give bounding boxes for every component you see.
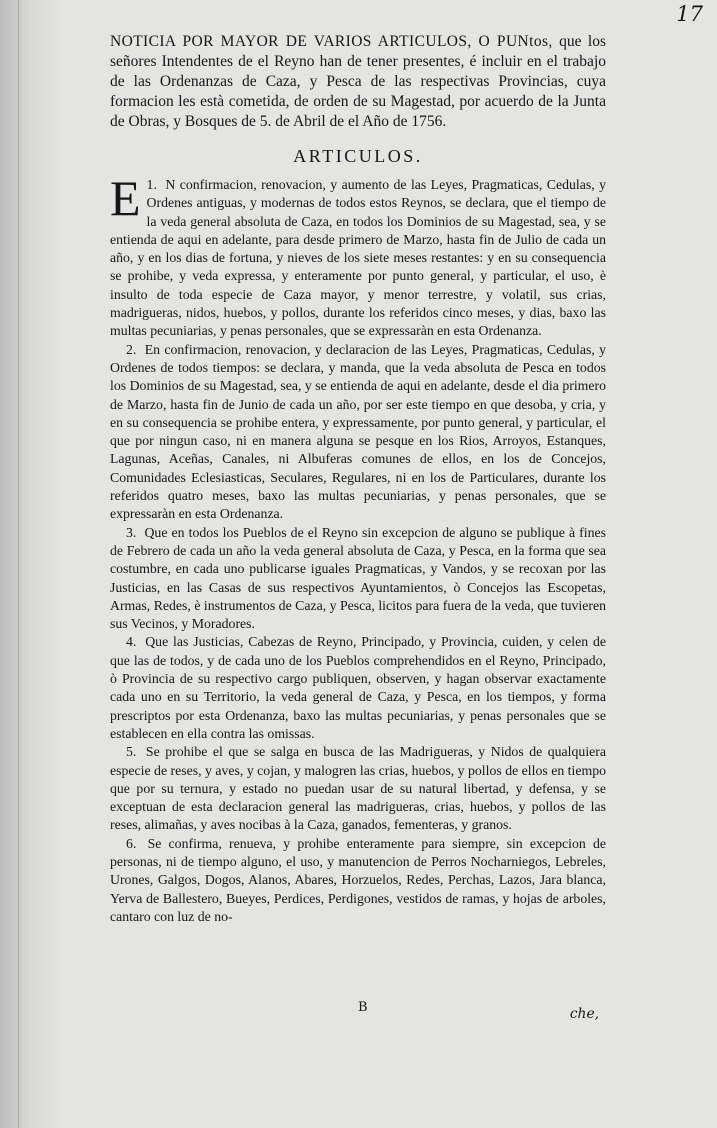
article-text: Se confirma, renueva, y prohibe enteramente para siempre, sin excepcion de personas, ni de tiempo alguno, el uso, y manutencion de Perros Nocharniegos, Lebreles, Urones, Galgos, Dogos, Alanos, Abares, Horzuelos, Redes, Perchas, Lazos, Jara blanca, Yerva de Ballestero, Bueyes, Perdices, Perdigones, vestidos de ramas, y hojas de arboles, cantaro con luz de no-	[110, 835, 606, 924]
article-number: 5.	[126, 744, 137, 760]
article-5	[110, 743, 606, 834]
article-4	[110, 633, 606, 743]
article-6	[110, 835, 606, 926]
article-text: N confirmacion, renovacion, y aumento de las Leyes, Pragmaticas, Cedulas, y Ordenes antiguas, y modernas de todos estos Reynos, se declara, que el tiempo de la veda general absoluta de Caza, en todos los Dominios de su Magestad, sea, y se entienda de aqui en adelante, para desde primero de Marzo, hasta fin de Julio de cada un año, y en los dias de fortuna, y nieves de los siete meses restantes: y en su consequencia se prohibe, y veda expressa, y enteramente por punto general, y particular, el uso, è insulto de toda especie de Caza mayor, y menor terrestre, y volatil, sus crias, madrigueras, nidos, huebos, y pollos, durante los referidos cinco meses, y dias, baxo las multas pecuniarias, y penas personales, que se expressaràn en esta Ordenanza.	[110, 177, 606, 339]
heading-caps: NOTICIA POR MAYOR DE VARIOS ARTICULOS, O PUNtos,	[110, 33, 553, 50]
fold-line	[18, 0, 19, 1128]
page-number: 17	[676, 2, 703, 26]
article-text: En confirmacion, renovacion, y declaracion de las Leyes, Pragmaticas, Cedulas, y Ordenes de todos tiempos: se declara, y manda, que la veda absoluta de Pesca en todos los Dominios de su Magestad, sea, y se entienda de aqui en adelante, desde el dia primero de Marzo, hasta fin de Junio de cada un año, por ser este tiempo en que desoba, y cria, y en su consequencia se prohibe entera, y expressamente, por punto general, y particular, el que por ningun caso, ni en manera alguna se pesque en los Rios, Arroyos, Estanques, Lagunas, Aceñas, Canales, ni Albuferas comunes de ellos, en los de Concejos, Comunidades Eclesiasticas, Seculares, Regulares, ni en los de Particulares, durante los referidos quatro meses, baxo las multas pecuniarias, y penas personales, que se expressaràn en esta Ordenanza.	[110, 341, 607, 522]
article-number: 2.	[126, 341, 137, 357]
article-number: 3.	[126, 524, 137, 540]
article-3	[110, 524, 606, 634]
article-text: Se prohibe el que se salga en busca de las Madrigueras, y Nidos de qualquiera especie de reses, y aves, y cojan, y malogren las crias, huebos, y pollos de ellos en tiempo que por su ternura, y estado no puedan usar de su natural libertad, y defensa, y se exceptuan de esta declaracion general las madrigueras, crias, huebos, y pollos de las reses, alimañas, y aves nocibas à la Caza, ganados, fementeras, y granos.	[110, 744, 606, 833]
article-2	[110, 341, 606, 524]
document-heading	[110, 32, 606, 132]
article-text: Que en todos los Pueblos de el Reyno sin excepcion de alguno se publique à fines de Febrero de cada un año la veda general absoluta de Caza, y Pesca, en la forma que sea costumbre, en cada uno publicarse iguales Pragmaticas, y Vandos, y se recoxan por las Justicias, en las Casas de sus respectivos Ayuntamientos, ò Concejos las Escopetas, Armas, Redes, è instrumentos de Caza, y Pesca, licitos para fuera de la veda, que tuvieren sus Vecinos, y Moradores.	[110, 524, 606, 632]
article-number: 6.	[126, 835, 137, 851]
heading-text: que los señores Intendentes de el Reyno han de tener presentes, é incluir en el trabajo de las Ordenanzas de Caza, y Pesca de las respectivas Provincias, cuya formacion les està cometida, de orden de su Magestad, por acuerdo de la Junta de Obras, y Bosques de 5. de Abril de el Año de 1756.	[110, 33, 607, 130]
section-title: ARTICULOS.	[293, 146, 423, 166]
article-text: Que las Justicias, Cabezas de Reyno, Principado, y Provincia, cuiden, y celen de que las de todos, y de cada uno de los Pueblos comprehendidos en el Reyno, Principado, ò Provincia de su respectivo cargo publiquen, observen, y hagan observar exactamente cada uno en su Territorio, la veda general de Caza, y Pesca, en los tiempos, y forma prescriptos por esta Ordenanza, baxo las multas pecuniarias, y penas personales que se establecen en ella contra las omissas.	[110, 634, 606, 741]
article-number: 1.	[146, 177, 157, 192]
article-number: 4.	[126, 634, 137, 650]
binding-shadow	[0, 0, 60, 1128]
article-1	[110, 170, 606, 341]
page-content	[110, 32, 606, 926]
signature-mark: B	[358, 1000, 368, 1015]
catchword: che,	[569, 1006, 599, 1022]
drop-cap: E	[110, 170, 141, 226]
